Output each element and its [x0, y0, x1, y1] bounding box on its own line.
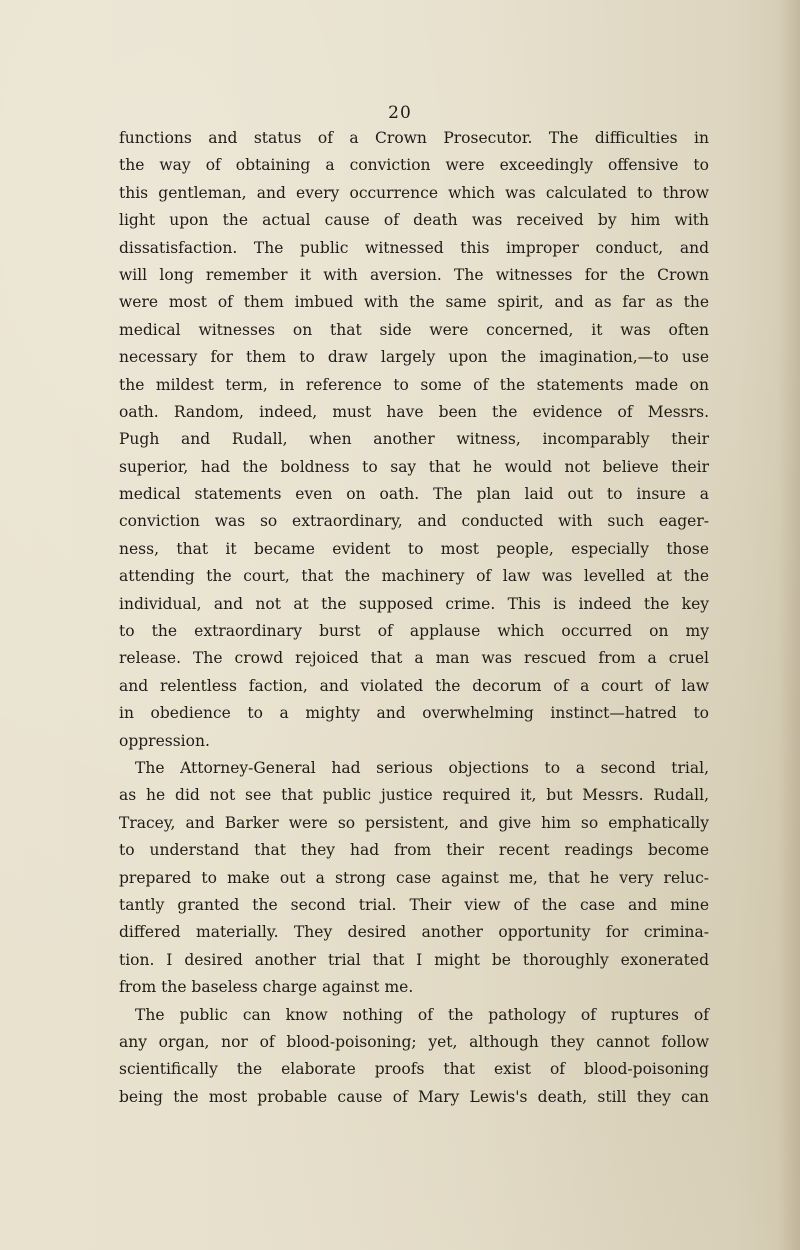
text-line: scientifically the elaborate proofs that exist of blood-poisoning	[119, 1060, 709, 1079]
text-line: Pugh and Rudall, when another witness, incomparably their	[119, 430, 709, 449]
text-line: will long remember it with aversion. The witnesses for the Crown	[119, 265, 709, 284]
text-line: oppression.	[119, 731, 210, 750]
text-line: superior, had the boldness to say that he would not believe their	[119, 457, 709, 476]
text-line: dissatisfaction. The public witnessed this improper conduct, and	[119, 238, 709, 257]
text-line: any organ, nor of blood-poisoning; yet, although they cannot follow	[119, 1032, 709, 1051]
text-line: prepared to make out a strong case against me, that he very reluc-	[119, 868, 709, 887]
page-number: 20	[388, 103, 412, 123]
text-line: and relentless faction, and violated the decorum of a court of law	[119, 676, 709, 695]
text-line: the mildest term, in reference to some of the statements made on	[119, 375, 709, 394]
text-line: to understand that they had from their recent readings become	[119, 841, 709, 860]
text-line: the way of obtaining a conviction were exceedingly offensive to	[119, 156, 709, 175]
text-line: The public can know nothing of the pathology of ruptures of	[135, 1005, 709, 1024]
text-line: Tracey, and Barker were so persistent, and give him so emphatically	[119, 813, 709, 832]
text-line: tion. I desired another trial that I might be thoroughly exonerated	[119, 950, 709, 969]
text-line: functions and status of a Crown Prosecutor. The difficulties in	[119, 129, 709, 147]
text-line: individual, and not at the supposed crime. This is indeed the key	[119, 594, 709, 613]
text-line: as he did not see that public justice required it, but Messrs. Rudall,	[119, 786, 709, 805]
text-line: this gentleman, and every occurrence which was calculated to throw	[119, 183, 709, 202]
text-line: were most of them imbued with the same spirit, and as far as the	[119, 293, 709, 312]
text-line: being the most probable cause of Mary Lewis's death, still they can	[119, 1087, 709, 1106]
text-line: necessary for them to draw largely upon the imagination,—to use	[119, 348, 709, 367]
text-line: conviction was so extraordinary, and conducted with such eager-	[119, 512, 709, 531]
text-line: light upon the actual cause of death was received by him with	[119, 211, 709, 230]
text-line: to the extraordinary burst of applause which occurred on my	[119, 622, 709, 641]
text-line: release. The crowd rejoiced that a man was rescued from a cruel	[119, 649, 709, 668]
text-line: in obedience to a mighty and overwhelming instinct—hatred to	[119, 704, 709, 723]
text-line: oath. Random, indeed, must have been the evidence of Messrs.	[119, 402, 709, 421]
text-line: The Attorney-General had serious objections to a second trial,	[135, 758, 709, 777]
body-text	[119, 125, 709, 1111]
page-edge-shadow	[778, 0, 800, 1250]
text-line: differed materially. They desired another opportunity for crimina-	[119, 923, 709, 942]
text-line: from the baseless charge against me.	[119, 978, 414, 997]
text-line: medical witnesses on that side were concerned, it was often	[119, 320, 709, 339]
text-line: attending the court, that the machinery of law was levelled at the	[119, 567, 709, 586]
text-line: tantly granted the second trial. Their view of the case and mine	[119, 895, 709, 914]
text-line: ness, that it became evident to most people, especially those	[119, 539, 709, 558]
text-line: medical statements even on oath. The plan laid out to insure a	[119, 485, 709, 504]
